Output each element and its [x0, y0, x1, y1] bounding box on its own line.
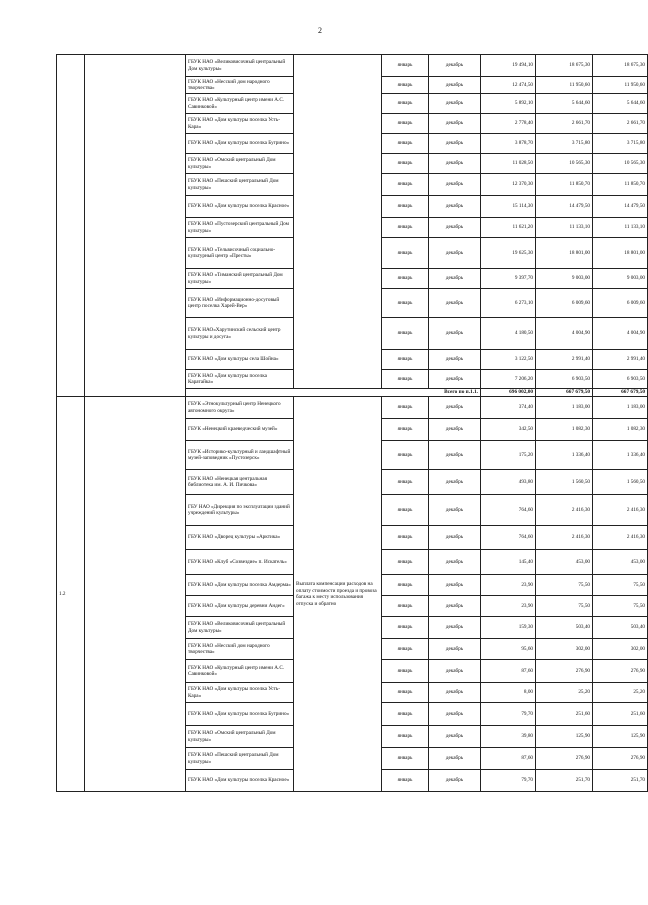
period-start-cell: январь	[382, 94, 429, 114]
period-end-cell: декабрь	[429, 419, 481, 441]
organization-cell: ГБУК НАО «Дом культуры поселка Красное»	[186, 196, 294, 218]
period-start-cell: январь	[382, 770, 429, 792]
period-end-cell: декабрь	[429, 550, 481, 575]
amount-cell: 503,40	[536, 617, 593, 639]
period-start-cell: январь	[382, 748, 429, 770]
amount-cell: 1 082,30	[536, 419, 593, 441]
row-number-cell	[57, 55, 85, 397]
amount-cell: 1 082,30	[593, 419, 648, 441]
amount-cell: 175,20	[481, 441, 536, 470]
period-start-cell: январь	[382, 174, 429, 196]
table-row	[57, 397, 648, 419]
organization-cell: ГБУК НАО «Пешский центральный Дом культуры»	[186, 174, 294, 196]
amount-cell: 8,00	[481, 683, 536, 703]
amount-cell: 11 950,60	[536, 77, 593, 94]
period-end-cell: декабрь	[429, 318, 481, 350]
amount-cell: 6 009,60	[593, 289, 648, 318]
amount-cell: 9 003,00	[536, 269, 593, 289]
period-end-cell: декабрь	[429, 683, 481, 703]
amount-cell: 23,90	[481, 575, 536, 596]
amount-cell: 251,60	[593, 703, 648, 726]
amount-cell: 125,90	[593, 726, 648, 748]
period-start-cell: январь	[382, 526, 429, 550]
amount-cell: 14 479,50	[536, 196, 593, 218]
period-end-cell: декабрь	[429, 196, 481, 218]
amount-cell: 2 416,30	[593, 526, 648, 550]
amount-cell: 12 474,50	[481, 77, 536, 94]
description-cell: Выплата компенсации расходов на оплату стоимости проезда и провоза багажа к месту использования отпуска и обратно	[294, 397, 382, 792]
organization-cell: ГБУК НАО«Харутинский сельский центр культуры и досуга»	[186, 318, 294, 350]
period-start-cell: январь	[382, 397, 429, 419]
amount-cell: 5 644,60	[536, 94, 593, 114]
period-start-cell: январь	[382, 617, 429, 639]
amount-cell: 1 183,00	[593, 397, 648, 419]
amount-cell: 5 644,60	[593, 94, 648, 114]
table-row	[57, 55, 648, 77]
amount-cell: 276,90	[536, 660, 593, 683]
organization-cell: ГБУ НАО «Дирекция по эксплуатации зданий учреждений культуры»	[186, 495, 294, 526]
amount-cell: 4 004,90	[536, 318, 593, 350]
organization-cell: ГБУК НАО «Омский центральный Дом культуры»	[186, 726, 294, 748]
period-start-cell: январь	[382, 495, 429, 526]
amount-cell: 11 850,70	[593, 174, 648, 196]
section-1-2-body	[57, 397, 648, 792]
amount-cell: 302,00	[593, 639, 648, 660]
amount-cell: 453,00	[536, 550, 593, 575]
period-start-cell: январь	[382, 269, 429, 289]
amount-cell: 18 801,00	[536, 238, 593, 269]
period-end-cell: декабрь	[429, 289, 481, 318]
amount-cell: 18 675,30	[536, 55, 593, 77]
amount-cell: 145,40	[481, 550, 536, 575]
amount-cell: 39,80	[481, 726, 536, 748]
amount-cell: 493,80	[481, 470, 536, 495]
amount-cell: 302,00	[536, 639, 593, 660]
amount-cell: 7 206,20	[481, 370, 536, 389]
period-start-cell: январь	[382, 289, 429, 318]
period-end-cell: декабрь	[429, 526, 481, 550]
organization-cell: ГБУК НАО «Несский дом народного творчества»	[186, 77, 294, 94]
amount-cell: 276,90	[593, 748, 648, 770]
period-end-cell: декабрь	[429, 269, 481, 289]
amount-cell: 1 336,40	[536, 441, 593, 470]
amount-cell: 4 180,50	[481, 318, 536, 350]
amount-cell: 79,70	[481, 703, 536, 726]
organization-cell: ГБУК «Этнокультурный центр Ненецкого автономного округа»	[186, 397, 294, 419]
organization-cell: ГБУК НАО «Дом культуры поселка Бугрино»	[186, 703, 294, 726]
amount-cell: 11 028,50	[481, 154, 536, 174]
amount-cell: 11 950,60	[593, 77, 648, 94]
period-start-cell: январь	[382, 196, 429, 218]
amount-cell: 1 183,00	[536, 397, 593, 419]
amount-cell: 6 273,10	[481, 289, 536, 318]
period-start-cell: январь	[382, 550, 429, 575]
organization-cell: ГБУК НАО «Великовисочный центральный Дом культуры»	[186, 55, 294, 77]
period-end-cell: декабрь	[429, 748, 481, 770]
period-end-cell: декабрь	[429, 350, 481, 370]
amount-cell: 3 122,50	[481, 350, 536, 370]
total-amount-cell: 667 679,50	[593, 389, 648, 397]
period-end-cell: декабрь	[429, 726, 481, 748]
period-end-cell: декабрь	[429, 495, 481, 526]
amount-cell: 4 004,90	[593, 318, 648, 350]
period-end-cell: декабрь	[429, 639, 481, 660]
amount-cell: 251,70	[593, 770, 648, 792]
amount-cell: 2 661,70	[593, 114, 648, 134]
period-end-cell: декабрь	[429, 703, 481, 726]
period-start-cell: январь	[382, 660, 429, 683]
amount-cell: 11 621,20	[481, 218, 536, 238]
period-end-cell: декабрь	[429, 55, 481, 77]
amount-cell: 14 479,50	[593, 196, 648, 218]
organization-cell: ГБУК НАО «Дом культуры поселка Амдерма»	[186, 575, 294, 596]
amount-cell: 18 801,00	[593, 238, 648, 269]
period-start-cell: январь	[382, 441, 429, 470]
amount-cell: 19 625,30	[481, 238, 536, 269]
amount-cell: 1 560,50	[593, 470, 648, 495]
amount-cell: 2 416,30	[536, 495, 593, 526]
period-end-cell: декабрь	[429, 174, 481, 196]
organization-cell: ГБУК НАО «Тиманский центральный Дом культуры»	[186, 269, 294, 289]
amount-cell: 6 009,60	[536, 289, 593, 318]
period-end-cell: декабрь	[429, 218, 481, 238]
amount-cell: 503,40	[593, 617, 648, 639]
section-1-1-body	[57, 55, 648, 397]
amount-cell: 453,00	[593, 550, 648, 575]
page-number: 2	[318, 26, 322, 35]
amount-cell: 2 416,30	[593, 495, 648, 526]
organization-cell: ГБУК НАО «Культурный центр имени А.С. Савинковой»	[186, 94, 294, 114]
amount-cell: 2 661,70	[536, 114, 593, 134]
amount-cell: 11 133,10	[536, 218, 593, 238]
period-start-cell: январь	[382, 55, 429, 77]
organization-cell: ГБУК «Историко-культурный и ландшафтный музей-заповедник «Пустозерск»	[186, 441, 294, 470]
period-end-cell: декабрь	[429, 575, 481, 596]
amount-cell: 251,70	[536, 770, 593, 792]
period-start-cell: январь	[382, 575, 429, 596]
amount-cell: 15 114,30	[481, 196, 536, 218]
amount-cell: 2 991,40	[593, 350, 648, 370]
amount-cell: 276,90	[593, 660, 648, 683]
period-end-cell: декабрь	[429, 77, 481, 94]
amount-cell: 75,50	[536, 596, 593, 617]
organization-cell: ГБУК НАО «Клуб «Созвездие» п. Искатель»	[186, 550, 294, 575]
amount-cell: 2 778,40	[481, 114, 536, 134]
period-end-cell: декабрь	[429, 441, 481, 470]
amount-cell: 1 336,40	[593, 441, 648, 470]
period-start-cell: январь	[382, 238, 429, 269]
amount-cell: 25,20	[593, 683, 648, 703]
total-amount-cell: 696 002,00	[481, 389, 536, 397]
organization-cell: ГБУК НАО «Дом культуры поселка Бугрино»	[186, 134, 294, 154]
organization-cell: ГБУК НАО «Ненецкая центральная библиотека им. А. И. Пичкова»	[186, 470, 294, 495]
organization-cell: ГБУК НАО «Пешский центральный Дом культуры»	[186, 748, 294, 770]
organization-cell: ГБУК НАО «Дом культуры села Шойна»	[186, 350, 294, 370]
organization-cell: ГБУК НАО «Дом культуры поселка Каратайка»	[186, 370, 294, 389]
amount-cell: 75,50	[536, 575, 593, 596]
period-end-cell: декабрь	[429, 238, 481, 269]
total-label: Всего по п.1.1.	[186, 389, 481, 397]
amount-cell: 5 892,10	[481, 94, 536, 114]
amount-cell: 3 878,70	[481, 134, 536, 154]
period-start-cell: январь	[382, 726, 429, 748]
amount-cell: 764,60	[481, 526, 536, 550]
amount-cell: 3 715,80	[593, 134, 648, 154]
organization-cell: ГБУК НАО «Великовисочный центральный Дом культуры»	[186, 617, 294, 639]
period-start-cell: январь	[382, 703, 429, 726]
organization-cell: ГБУК НАО «Несский дом народного творчества»	[186, 639, 294, 660]
amount-cell: 764,60	[481, 495, 536, 526]
period-end-cell: декабрь	[429, 154, 481, 174]
amount-cell: 23,90	[481, 596, 536, 617]
row-number-cell: 1.2	[57, 397, 85, 792]
period-end-cell: декабрь	[429, 596, 481, 617]
amount-cell: 12 370,30	[481, 174, 536, 196]
period-start-cell: январь	[382, 134, 429, 154]
organization-cell: ГБУК НАО «Дом культуры поселка Усть-Кара»	[186, 114, 294, 134]
amount-cell: 3 715,80	[536, 134, 593, 154]
amount-cell: 159,30	[481, 617, 536, 639]
amount-cell: 25,20	[536, 683, 593, 703]
amount-cell: 9 397,70	[481, 269, 536, 289]
period-end-cell: декабрь	[429, 94, 481, 114]
period-start-cell: январь	[382, 419, 429, 441]
amount-cell: 2 991,40	[536, 350, 593, 370]
organization-cell: ГБУК НАО «Тельвисочный социально-культурный центр «Престы»	[186, 238, 294, 269]
period-end-cell: декабрь	[429, 617, 481, 639]
empty-cell	[85, 55, 186, 397]
amount-cell: 87,60	[481, 748, 536, 770]
organization-cell: ГБУК НАО «Дом культуры деревни Андег»	[186, 596, 294, 617]
period-start-cell: январь	[382, 596, 429, 617]
description-cell	[294, 55, 382, 389]
amount-cell: 11 133,10	[593, 218, 648, 238]
period-start-cell: январь	[382, 470, 429, 495]
period-start-cell: январь	[382, 683, 429, 703]
organization-cell: ГБУК НАО «Культурный центр имени А.С. Савинковой»	[186, 660, 294, 683]
period-start-cell: январь	[382, 370, 429, 389]
period-start-cell: январь	[382, 154, 429, 174]
amount-cell: 10 565,30	[593, 154, 648, 174]
amount-cell: 11 850,70	[536, 174, 593, 196]
organization-cell: ГБУК НАО «Дом культуры поселка Красное»	[186, 770, 294, 792]
period-start-cell: январь	[382, 350, 429, 370]
amount-cell: 95,60	[481, 639, 536, 660]
period-end-cell: декабрь	[429, 470, 481, 495]
amount-cell: 6 903,50	[593, 370, 648, 389]
period-end-cell: декабрь	[429, 134, 481, 154]
amount-cell: 19 494,10	[481, 55, 536, 77]
amount-cell: 18 675,30	[593, 55, 648, 77]
period-start-cell: январь	[382, 114, 429, 134]
amount-cell: 10 565,30	[536, 154, 593, 174]
organization-cell: ГБУК НАО «Пустозерский центральный Дом культуры»	[186, 218, 294, 238]
period-start-cell: январь	[382, 218, 429, 238]
period-end-cell: декабрь	[429, 770, 481, 792]
amount-cell: 87,60	[481, 660, 536, 683]
organization-cell: ГБУК «Ненецкий краеведческий музей»	[186, 419, 294, 441]
amount-cell: 75,50	[593, 575, 648, 596]
organization-cell: ГБУК НАО «Дворец культуры «Арктика»	[186, 526, 294, 550]
amount-cell: 251,60	[536, 703, 593, 726]
amount-cell: 342,50	[481, 419, 536, 441]
organization-cell: ГБУК НАО «Дом культуры поселка Усть-Кара»	[186, 683, 294, 703]
amount-cell: 276,90	[536, 748, 593, 770]
amount-cell: 1 560,50	[536, 470, 593, 495]
period-end-cell: декабрь	[429, 397, 481, 419]
amount-cell: 75,50	[593, 596, 648, 617]
period-start-cell: январь	[382, 318, 429, 350]
amount-cell: 125,90	[536, 726, 593, 748]
period-end-cell: декабрь	[429, 660, 481, 683]
period-start-cell: январь	[382, 77, 429, 94]
amount-cell: 9 003,00	[593, 269, 648, 289]
period-start-cell: январь	[382, 639, 429, 660]
period-end-cell: декабрь	[429, 370, 481, 389]
total-amount-cell: 667 679,50	[536, 389, 593, 397]
amount-cell: 79,70	[481, 770, 536, 792]
organization-cell: ГБУК НАО «Омский центральный Дом культуры»	[186, 154, 294, 174]
budget-table	[56, 54, 648, 792]
amount-cell: 2 416,30	[536, 526, 593, 550]
amount-cell: 6 903,50	[536, 370, 593, 389]
organization-cell: ГБУК НАО «Информационно-досуговый центр поселка Харей-Вер»	[186, 289, 294, 318]
empty-cell	[85, 397, 186, 792]
amount-cell: 374,40	[481, 397, 536, 419]
period-end-cell: декабрь	[429, 114, 481, 134]
